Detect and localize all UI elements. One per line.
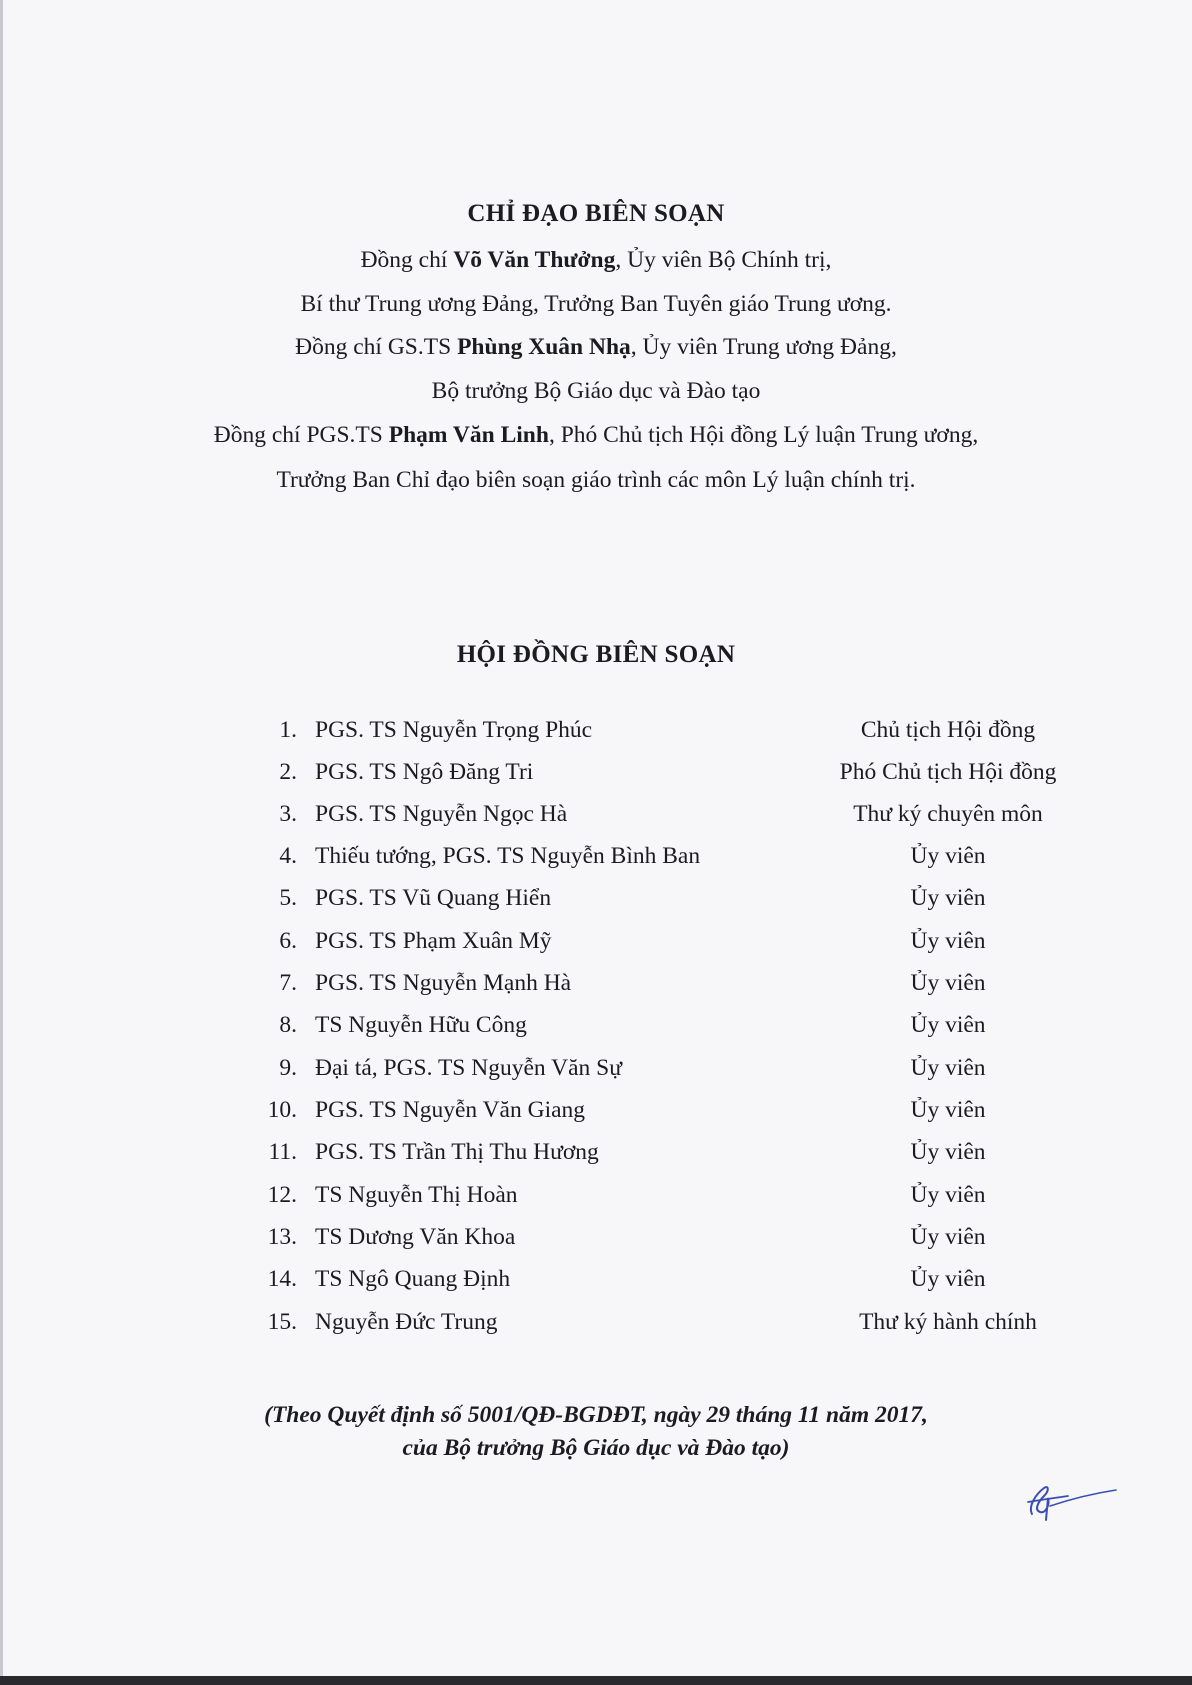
- line-text: , Ủy viên Trung ương Đảng,: [630, 334, 897, 360]
- member-row: [0, 717, 1192, 757]
- member-number: 13.: [267, 1224, 297, 1250]
- member-role: Chủ tịch Hội đồng: [860, 717, 1036, 743]
- line-text: Trưởng Ban Chỉ đạo biên soạn giáo trình các môn Lý luận chính trị.: [276, 467, 916, 493]
- member-role: Ủy viên: [910, 928, 986, 954]
- member-row: [0, 1139, 1192, 1179]
- hoi-dong-heading: HỘI ĐỒNG BIÊN SOẠN: [456, 641, 736, 668]
- line-text: Đồng chí PGS.TS: [213, 422, 389, 448]
- line-text: Đồng chí: [360, 247, 454, 273]
- member-number: 11.: [268, 1139, 297, 1165]
- member-name: Nguyễn Đức Trung: [315, 1309, 498, 1335]
- member-role: Ủy viên: [910, 885, 986, 911]
- member-name: TS Nguyễn Hữu Công: [315, 1012, 527, 1038]
- member-name: PGS. TS Nguyễn Mạnh Hà: [315, 970, 572, 996]
- chi-dao-heading: CHỈ ĐẠO BIÊN SOẠN: [467, 200, 725, 227]
- member-role: Ủy viên: [910, 970, 986, 996]
- member-name: Thiếu tướng, PGS. TS Nguyễn Bình Ban: [315, 843, 701, 869]
- member-number: 5.: [279, 885, 297, 911]
- member-role: Phó Chủ tịch Hội đồng: [839, 759, 1057, 785]
- member-row: [0, 1097, 1192, 1137]
- member-row: [0, 1309, 1192, 1349]
- person-name: Phạm Văn Linh: [388, 422, 549, 448]
- member-name: PGS. TS Trần Thị Thu Hương: [315, 1139, 599, 1165]
- line-text: , Phó Chủ tịch Hội đồng Lý luận Trung ương,: [548, 422, 979, 448]
- member-role: Ủy viên: [910, 843, 986, 869]
- member-name: PGS. TS Phạm Xuân Mỹ: [315, 928, 552, 954]
- line-text: Bộ trưởng Bộ Giáo dục và Đào tạo: [431, 378, 761, 404]
- member-number: 12.: [267, 1182, 297, 1208]
- member-role: Ủy viên: [910, 1139, 986, 1165]
- member-name: TS Nguyễn Thị Hoàn: [315, 1182, 518, 1208]
- member-role: Thư ký hành chính: [859, 1309, 1037, 1335]
- member-row: [0, 801, 1192, 841]
- member-number: 14.: [267, 1266, 297, 1292]
- member-number: 8.: [279, 1012, 297, 1038]
- member-role: Ủy viên: [910, 1224, 986, 1250]
- member-row: [0, 1012, 1192, 1052]
- member-row: [0, 970, 1192, 1010]
- line-text: , Ủy viên Bộ Chính trị,: [615, 247, 832, 273]
- person-name: Phùng Xuân Nhạ: [457, 334, 631, 360]
- member-row: [0, 1224, 1192, 1264]
- member-role: Ủy viên: [910, 1012, 986, 1038]
- member-name: TS Dương Văn Khoa: [315, 1224, 516, 1250]
- member-number: 4.: [279, 843, 297, 869]
- line-text: Bí thư Trung ương Đảng, Trưởng Ban Tuyên giáo Trung ương.: [300, 291, 892, 317]
- line-text: Đồng chí GS.TS: [295, 334, 458, 360]
- member-row: [0, 928, 1192, 968]
- member-row: [0, 1182, 1192, 1222]
- member-number: 1.: [279, 717, 297, 743]
- member-number: 10.: [267, 1097, 297, 1123]
- member-row: [0, 843, 1192, 883]
- decision-note-line-1: (Theo Quyết định số 5001/QĐ-BGDĐT, ngày 29 tháng 11 năm 2017,: [264, 1402, 928, 1428]
- member-name: PGS. TS Nguyễn Ngọc Hà: [315, 801, 568, 827]
- member-number: 15.: [267, 1309, 297, 1335]
- member-name: TS Ngô Quang Định: [315, 1266, 511, 1292]
- member-name: PGS. TS Nguyễn Văn Giang: [315, 1097, 586, 1123]
- member-row: [0, 885, 1192, 925]
- member-name: PGS. TS Vũ Quang Hiển: [315, 885, 552, 911]
- chi-dao-line: [0, 334, 1192, 361]
- chi-dao-line: [0, 467, 1192, 494]
- member-role: Ủy viên: [910, 1055, 986, 1081]
- page-bottom-edge: [0, 1676, 1192, 1685]
- member-row: [0, 1266, 1192, 1306]
- chi-dao-line: [0, 378, 1192, 405]
- member-role: Ủy viên: [910, 1097, 986, 1123]
- person-name: Võ Văn Thưởng: [453, 247, 616, 273]
- member-number: 7.: [279, 970, 297, 996]
- member-row: [0, 1055, 1192, 1095]
- member-number: 9.: [279, 1055, 297, 1081]
- signature-icon: [1010, 1476, 1120, 1526]
- member-number: 2.: [279, 759, 297, 785]
- member-role: Thư ký chuyên môn: [853, 801, 1043, 827]
- chi-dao-line: [0, 247, 1192, 274]
- member-number: 6.: [279, 928, 297, 954]
- member-role: Ủy viên: [910, 1182, 986, 1208]
- decision-note-line-2: của Bộ trưởng Bộ Giáo dục và Đào tạo): [402, 1435, 790, 1461]
- chi-dao-line: [0, 291, 1192, 318]
- member-row: [0, 759, 1192, 799]
- chi-dao-line: [0, 422, 1192, 449]
- member-name: Đại tá, PGS. TS Nguyễn Văn Sự: [315, 1055, 622, 1081]
- member-number: 3.: [279, 801, 297, 827]
- member-role: Ủy viên: [910, 1266, 986, 1292]
- member-name: PGS. TS Ngô Đăng Tri: [315, 759, 534, 785]
- member-name: PGS. TS Nguyễn Trọng Phúc: [315, 717, 593, 743]
